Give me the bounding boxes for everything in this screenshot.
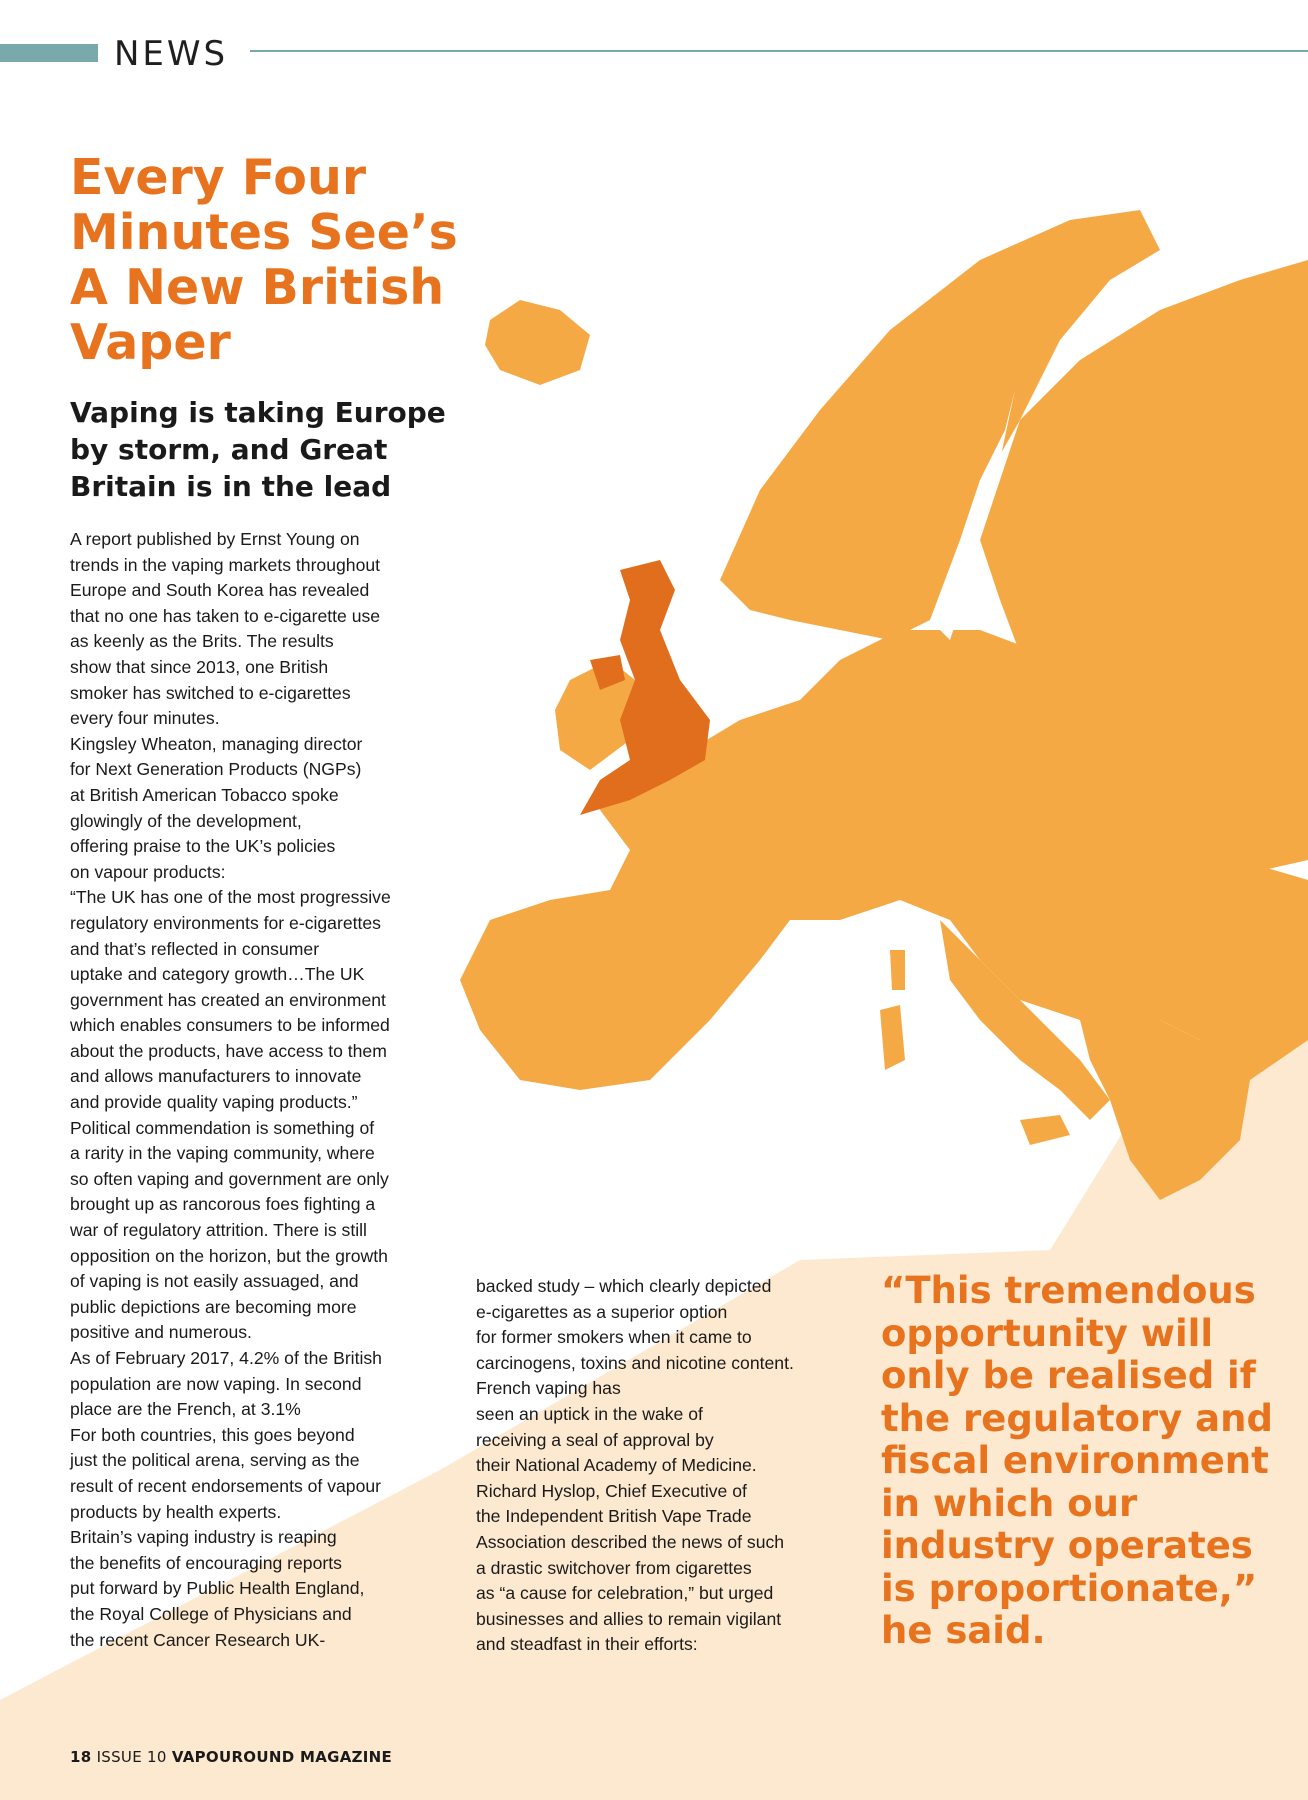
magazine-name: VAPOUROUND MAGAZINE: [171, 1748, 393, 1766]
article-subheadline: Vaping is taking Europe by storm, and Great Britain is in the lead: [70, 396, 446, 503]
body-paragraph: A report published by Ernst Young on trends in the vaping markets throughout Europe and South Korea has revealed that no one has taken to e-cigarette use as keenly as the Brits. The results show that since 2013, one British smoker has switched to e-cigarettes every four minutes.: [70, 529, 381, 729]
body-paragraph: French vaping has seen an uptick in the wake of receiving a seal of approval by their National Academy of Medicine.: [476, 1378, 757, 1476]
section-accent-block: [0, 44, 98, 62]
europe-map: [460, 160, 1308, 1260]
body-paragraph: For both countries, this goes beyond just the political arena, serving as the result of recent endorsements of vapour products by health experts.: [70, 1424, 381, 1522]
page-footer: [70, 1748, 392, 1766]
map-sardinia: [880, 1005, 905, 1070]
map-iceland: [485, 300, 590, 385]
map-corsica: [890, 950, 905, 990]
body-paragraph: Political commendation is something of a rarity in the vaping community, where so often vaping and government are only brought up as rancorous foes fighting a war of regulatory attrition. There is still opposition on the horizon, but the growth of vaping is not easily assuaged, and public depictions are becoming more positive and numerous.: [70, 1117, 389, 1343]
issue-label: ISSUE 10: [96, 1748, 167, 1766]
pull-quote: “This tremendous opportunity will only be realised if the regulatory and fiscal environment in which our industry operates is proportionate,” he said.: [881, 1269, 1273, 1652]
page-number: 18: [70, 1748, 92, 1766]
article-body-column-2: [476, 1274, 846, 1658]
section-header: [0, 34, 1308, 74]
body-paragraph: As of February 2017, 4.2% of the British population are now vaping. In second place are the French, at 3.1%: [70, 1348, 382, 1420]
body-paragraph: Britain’s vaping industry is reaping the benefits of encouraging reports put forward by Public Health England, the Royal College of Physicians and the recent Cancer Research UK-: [70, 1527, 365, 1650]
map-sicily: [1020, 1115, 1070, 1145]
section-divider-line: [250, 50, 1308, 52]
body-paragraph: Richard Hyslop, Chief Executive of the Independent British Vape Trade Association described the news of such a drastic switchover from cigarettes as “a cause for celebration,” but urged businesses and allies to remain vigilant and steadfast in their efforts:: [476, 1480, 785, 1655]
article-body-column-1: [70, 527, 440, 1653]
section-label: NEWS: [114, 34, 229, 74]
body-paragraph: Kingsley Wheaton, managing director for Next Generation Products (NGPs) at British American Tobacco spoke glowingly of the development, offering praise to the UK’s policies on vapour products:: [70, 733, 363, 882]
article-headline: Every Four Minutes See’s A New British Vaper: [70, 149, 458, 371]
body-paragraph: “The UK has one of the most progressive regulatory environments for e-cigarettes and that’s reflected in consumer uptake and category growth…The UK government has created an environment which enables consumers to be informed about the products, have access to them and allows manufacturers to innovate and provide quality vaping products.”: [70, 887, 391, 1113]
body-paragraph: backed study – which clearly depicted e-cigarettes as a superior option for former smokers when it came to carcinogens, toxins and nicotine content.: [476, 1276, 794, 1373]
